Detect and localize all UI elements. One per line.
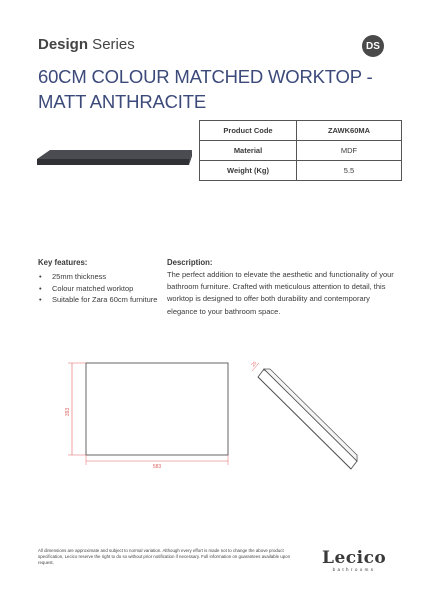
key-features-list [38,273,158,305]
series-heading-bold: Design [38,36,89,53]
feature-text: Colour matched worktop [52,283,134,293]
bullet: • [39,295,42,304]
key-features [38,258,158,308]
lecico-logo-sub: bathrooms [332,567,376,572]
bullet: • [39,283,42,293]
ds-logo-text: DS [366,40,380,52]
spec-table [199,120,402,181]
key-features-heading: Key features: [38,258,88,267]
list-item [38,285,158,294]
height-dimension-label: 393 [65,407,71,417]
spec-value: MDF [297,141,402,161]
lecico-logo [322,548,386,572]
feature-text: 25mm thickness [52,272,107,281]
width-dimension-label: 583 [152,464,162,470]
thickness-dimension-label: 25 [250,360,258,368]
list-item [38,273,158,282]
disclaimer: All dimensions are approximate and subject to normal variation. Although every effort is made not to change the above product specification, Lecico reserve the right to do so without prior notification if necessary. Full information on guarantees available upon request. [38,548,291,565]
spec-key: Material [200,141,297,161]
description-heading: Description: [167,258,213,267]
series-heading [38,36,135,53]
spec-key: Weight (Kg) [200,161,297,181]
product-title: 60CM COLOUR MATCHED WORKTOP - MATT ANTHRACITE [38,66,373,112]
list-item [38,296,158,305]
spec-key: Product Code [200,121,297,141]
thickness-dimension [250,360,259,371]
technical-drawing [0,355,425,475]
spec-row-weight [200,161,402,181]
front-view-outline [86,363,228,455]
bullet: • [39,272,42,281]
width-dimension [86,455,228,470]
worktop-image [36,142,196,178]
series-heading-light: Series [88,36,135,53]
spec-row-material [200,141,402,161]
side-view [258,369,357,469]
height-dimension [65,363,86,455]
description [167,258,402,318]
spec-value: ZAWK60MA [297,121,402,141]
spec-value: 5.5 [297,161,402,181]
ds-logo [362,35,384,57]
description-text: The perfect addition to elevate the aesthetic and functionality of your bathroom furniture. Crafted with meticulous attention to detail, this worktop is designed to offer both durability and contemporary elegance to your bathroom space. [167,270,394,316]
feature-text: Suitable for Zara 60cm furniture [52,295,158,304]
lecico-logo-name: Lecico [322,548,387,568]
spec-row-product-code [200,121,402,141]
